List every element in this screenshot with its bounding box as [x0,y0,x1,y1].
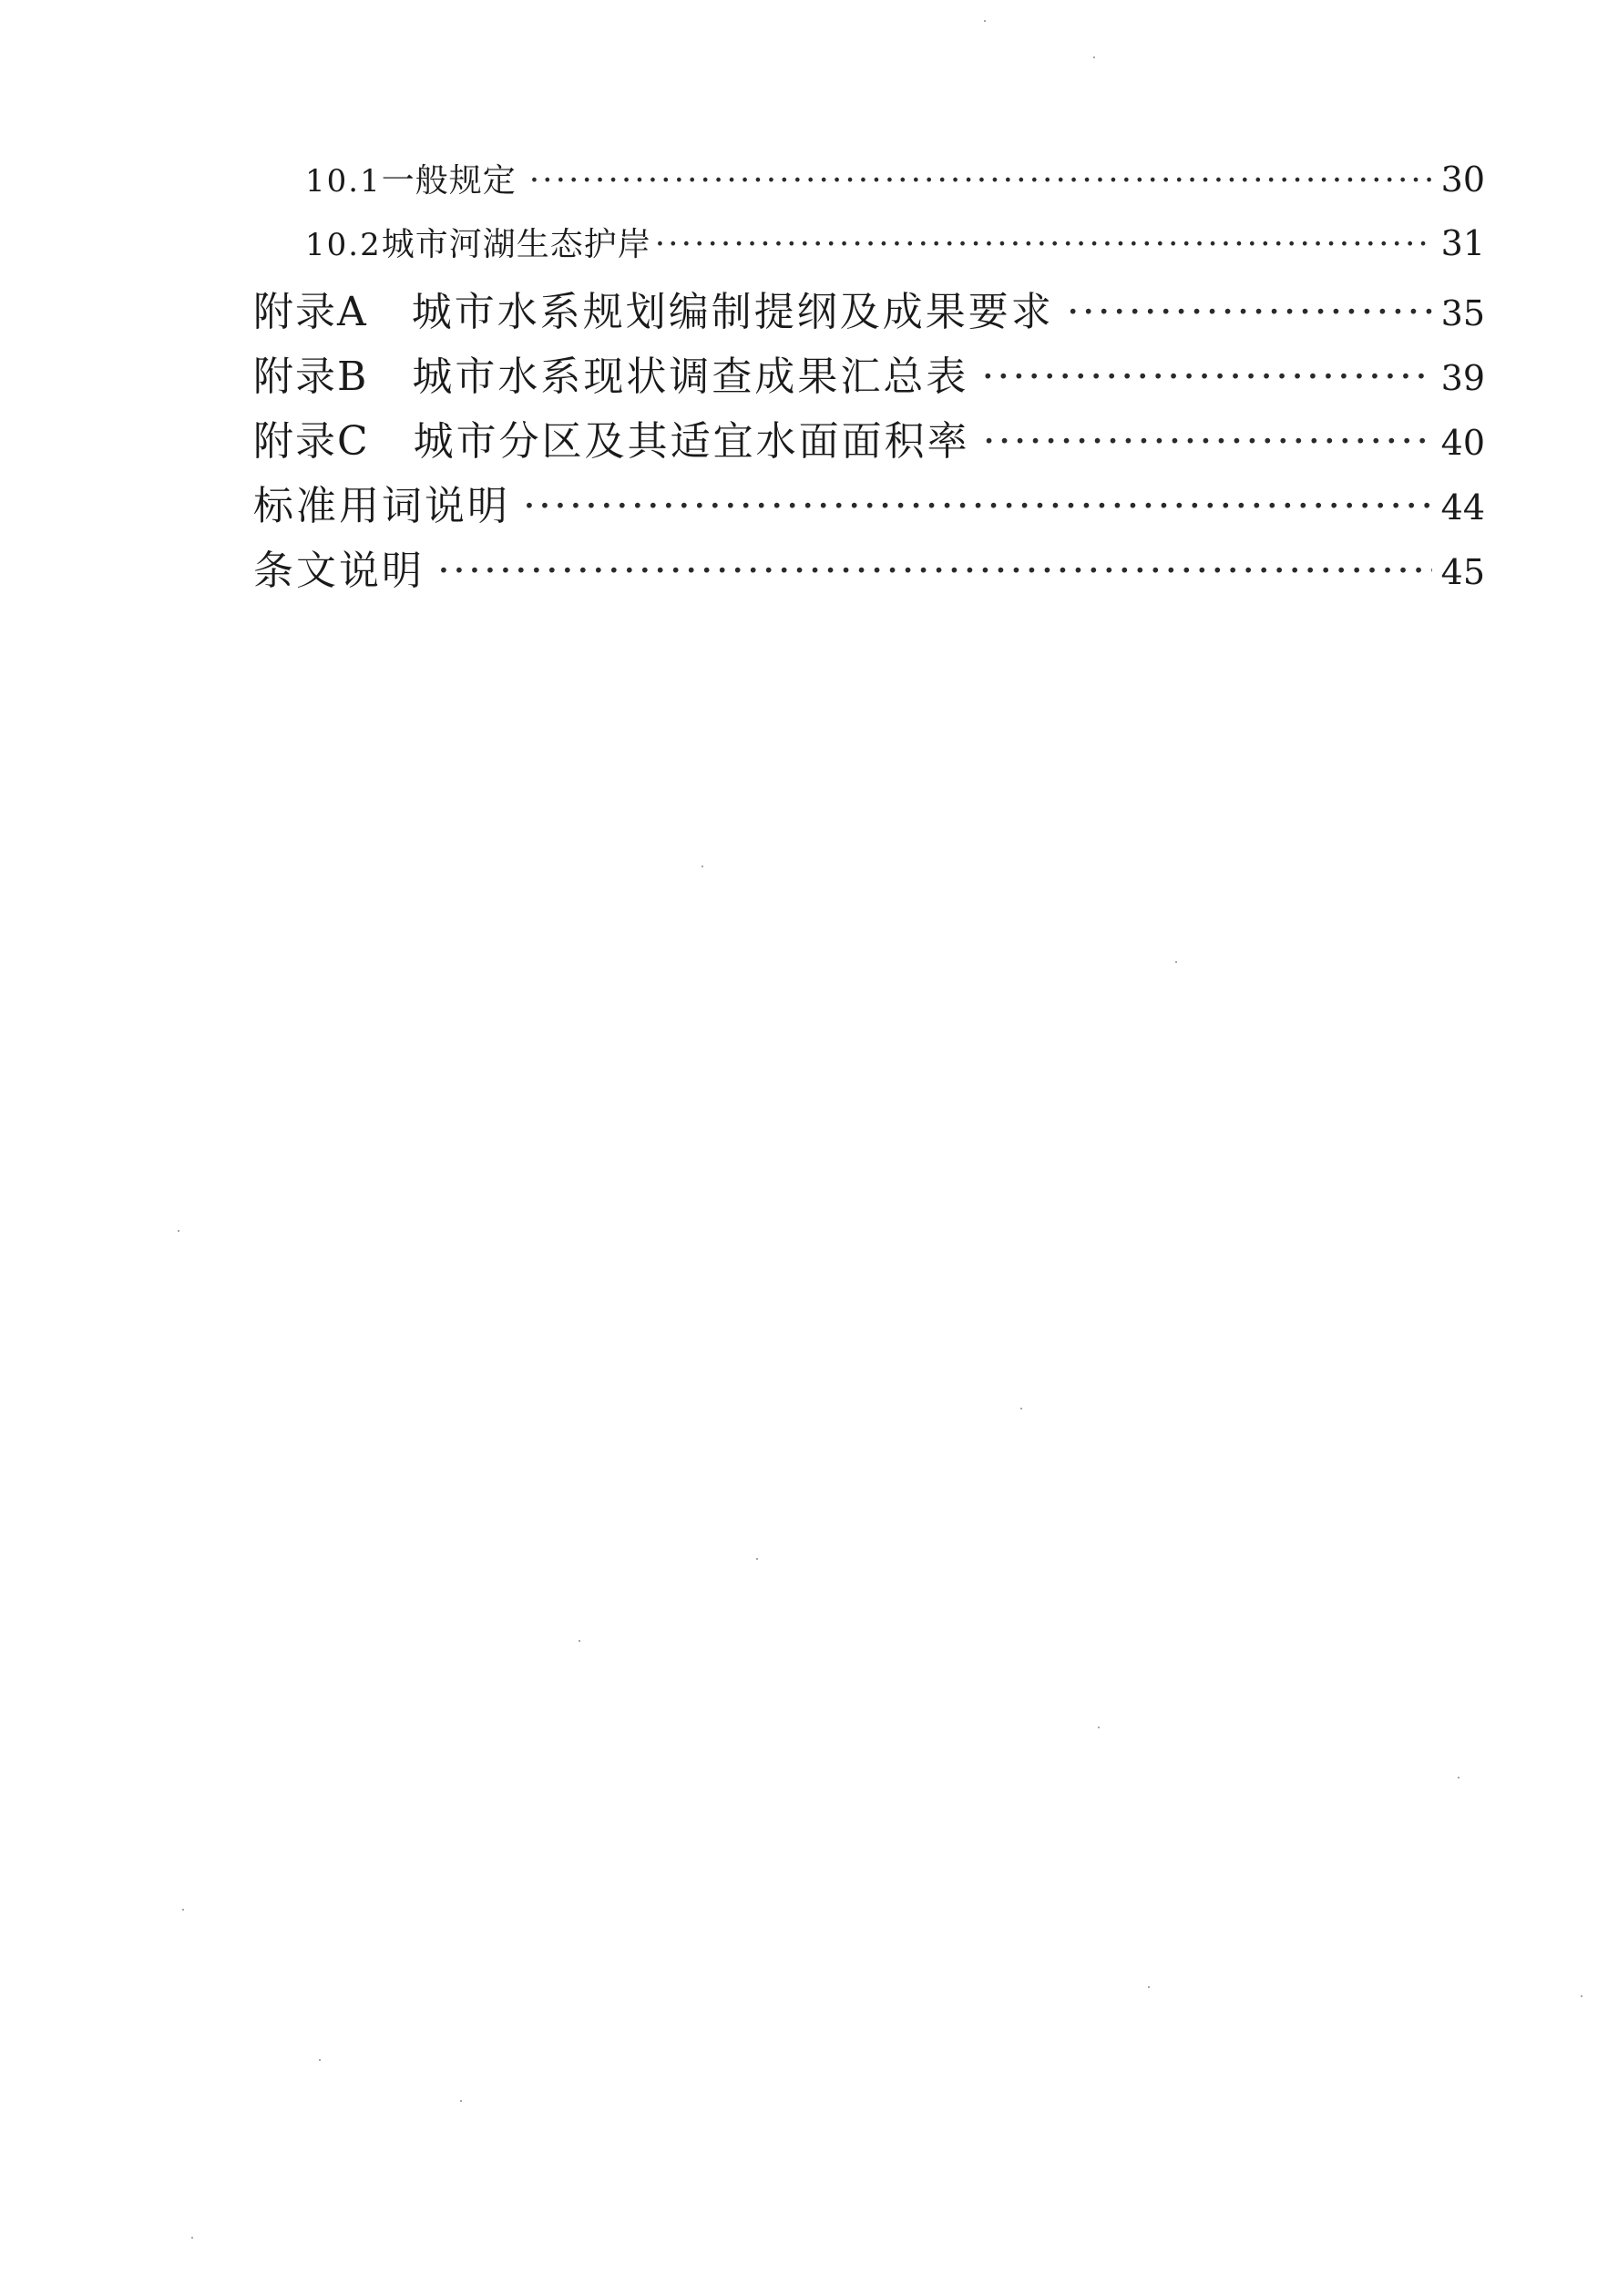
scan-speck [579,1640,580,1642]
toc-entry-number: 附录C [253,418,370,465]
toc-entry-title: 城市水系规划编制提纲及成果要求 [411,289,1054,335]
scan-speck [178,1230,179,1232]
toc-entry-appendix-a[interactable] [253,279,1485,337]
dot-leader [981,354,1431,400]
scan-speck [1020,1408,1022,1409]
toc-entry-title: 城市水系现状调查成果汇总表 [412,354,969,400]
dot-leader [1067,289,1432,335]
toc-entry-page: 44 [1440,487,1485,528]
dot-leader [529,162,1432,200]
scan-speck [702,866,703,867]
toc-entry-title: 条文说明 [253,548,425,594]
toc-entry-10-1[interactable] [305,155,1485,201]
scan-speck [191,2237,193,2239]
scan-speck [756,1558,758,1560]
scan-speck [1093,56,1095,58]
toc-entry-page: 35 [1440,293,1485,333]
toc-entry-title: 标准用词说明 [253,483,510,529]
toc-entry-number: 10.1 [305,163,382,200]
toc-entry-page: 40 [1440,423,1485,463]
scan-speck [1458,1777,1459,1778]
toc-entry-page: 45 [1440,552,1485,592]
dot-leader [437,548,1432,594]
toc-entry-title: 一般规定 [381,162,517,200]
dot-leader [983,418,1432,465]
scan-speck [319,2059,321,2061]
toc-entry-number: 附录A [253,289,368,335]
toc-entry-title: 城市河湖生态护岸 [381,226,651,263]
toc-entry-number: 10.2 [305,227,382,263]
toc-entry-page: 31 [1440,223,1485,263]
toc-entry-terminology[interactable] [253,473,1485,531]
scan-speck [182,1909,184,1911]
scan-speck [460,2100,462,2102]
scan-speck [1148,1986,1150,1988]
scan-speck [984,20,986,22]
toc-entry-page: 30 [1440,159,1485,200]
toc-entry-appendix-c[interactable] [253,408,1485,466]
toc-entry-title: 城市分区及其适宜水面面积率 [413,418,970,465]
scan-speck [1175,961,1177,963]
toc-entry-appendix-b[interactable] [253,343,1485,402]
scan-speck [1098,1727,1100,1728]
toc-entry-explanation[interactable] [253,538,1485,596]
toc-entry-page: 39 [1440,358,1485,398]
toc-entry-10-2[interactable] [305,219,1485,265]
toc-entry-number: 附录B [253,354,369,400]
scan-speck [1581,1995,1582,1997]
dot-leader [523,483,1432,529]
dot-leader [655,226,1432,263]
